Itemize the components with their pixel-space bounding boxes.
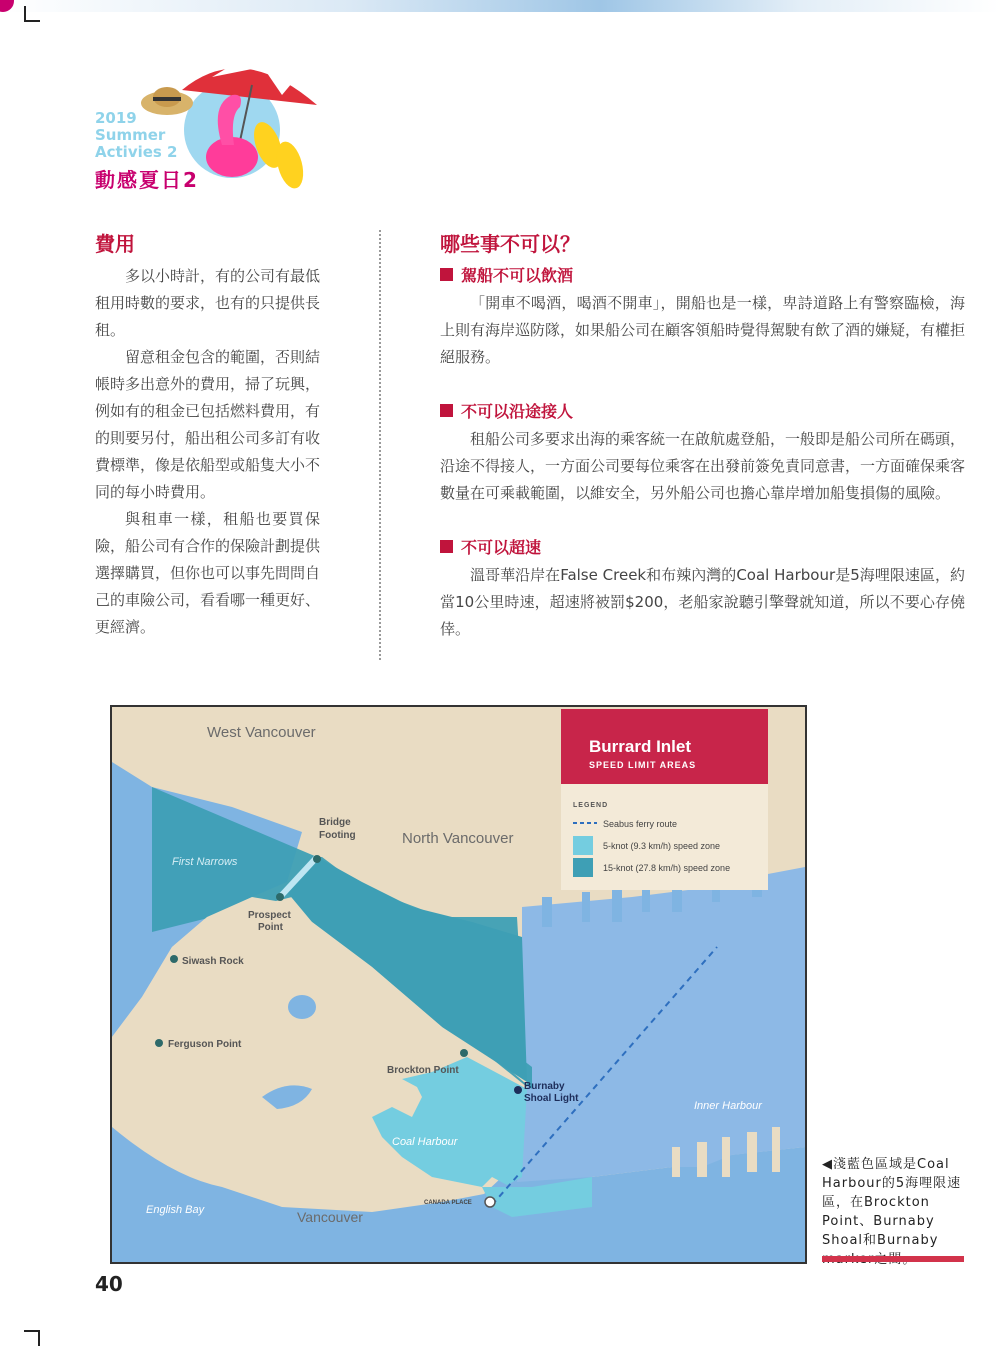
beaver-lake [288,995,316,1019]
label-burnaby-shoal-2: Shoal Light [524,1093,579,1104]
label-ferguson-point: Ferguson Point [168,1039,242,1050]
label-vancouver: Vancouver [297,1209,363,1225]
page-number: 40 [95,1272,123,1296]
square-bullet-icon [440,268,453,281]
square-bullet-icon [440,404,453,417]
inner-harbour-water [517,867,805,1182]
label-english-bay: English Bay [146,1204,205,1216]
label-bridge-footing-2: Footing [319,830,356,841]
crop-mark-bottom [24,1330,40,1346]
right-column [440,228,965,643]
logo-line2: Activies 2 [95,143,178,161]
fees-paragraph: 留意租金包含的範圍，否則結帳時多出意外的費用，掃了玩興，例如有的租金已包括燃料費用，有的則要另付，船出租公司多訂有收費標準，像是依船型或船隻大小不同的每小時費用。 [95,348,321,501]
legend-seabus-label: Seabus ferry route [603,819,678,829]
legend-15-knot-label: 15-knot (27.8 km/h) speed zone [603,863,731,873]
top-decorative-band [0,0,1000,12]
logo-line1: Summer [95,126,166,144]
rule-title: 不可以超速 [440,535,965,558]
donts-heading: 哪些事不可以？ [440,232,580,256]
label-burnaby-shoal-1: Burnaby [524,1081,565,1092]
label-prospect-point-1: Prospect [248,910,291,921]
logo-chinese-title: 動感夏日2 [95,168,199,192]
label-canada-place: CANADA PLACE [424,1200,472,1206]
map-title: Burrard Inlet [589,737,692,756]
prospect-point-marker [276,893,284,901]
label-bridge-footing-1: Bridge [319,817,351,828]
legend-15-knot-swatch [573,858,593,877]
legend-5-knot-swatch [573,836,593,855]
burrard-inlet-map [110,705,807,1264]
label-west-vancouver: West Vancouver [207,724,316,741]
legend-5-knot-label: 5-knot (9.3 km/h) speed zone [603,841,721,851]
logo-english-text [95,110,178,161]
square-bullet-icon [440,540,453,553]
map-caption: ◀淺藍色區域是Coal Harbour的5海哩限速區，在Brockton Point、Burnaby Shoal和Burnaby [822,1157,962,1248]
rule-title: 不可以沿途接人 [440,399,965,422]
crop-mark-top [24,6,40,22]
label-prospect-point-2: Point [258,922,283,933]
rule-text: 「開車不喝酒，喝酒不開車」，開船也是一樣，卑詩道路上有警察臨檢，海上則有海岸巡防隊，如果船公司在顧客領船時覺得駕駛有飲了酒的嫌疑，有權拒絕服務。 [440,294,966,366]
label-brockton-point: Brockton Point [387,1065,459,1076]
brockton-point-marker [460,1049,468,1057]
label-north-vancouver: North Vancouver [402,830,514,847]
left-column [95,228,320,641]
burnaby-shoal-marker [514,1086,522,1094]
bridge-footing-marker [313,855,321,863]
legend-heading: LEGEND [573,802,609,809]
rule-text: 租船公司多要求出海的乘客統一在啟航處登船，一般即是船公司所在碼頭，沿途不得接人，一方面公司要每位乘客在出發前簽免責同意書，一方面確保乘客數量在可乘載範圍，以維安全，另外船公司也擔心靠岸增加船隻損傷的風險。 [440,430,966,502]
ferguson-point-marker [155,1039,163,1047]
label-inner-harbour: Inner Harbour [694,1100,762,1112]
rule-title: 駕船不可以飲酒 [440,263,965,286]
siwash-rock-marker [170,955,178,963]
label-siwash-rock: Siwash Rock [182,956,244,967]
label-first-narrows: First Narrows [172,856,238,868]
map-svg [112,707,805,1262]
fees-paragraph: 與租車一樣，租船也要買保險，船公司有合作的保險計劃提供選擇購買，但你也可以事先問問自己的車險公司，看看哪一種更好、更經濟。 [95,510,321,636]
canada-place-marker [485,1197,495,1207]
column-divider [379,230,381,660]
caption-accent-bar [822,1256,964,1262]
label-coal-harbour: Coal Harbour [392,1136,458,1148]
map-subtitle: SPEED LIMIT AREAS [589,760,697,770]
fees-heading: 費用 [95,232,135,256]
fees-paragraph: 多以小時計，有的公司有最低租用時數的要求，也有的只提供長租。 [95,267,321,339]
logo-year: 2019 [95,109,137,127]
rule-text: 溫哥華沿岸在False Creek和布辣內灣的Coal Harbour是5海哩限速區，約當10公里時速，超速將被罰$200，老船家說聽引擎聲就知道，所以不要心存僥倖。 [440,566,965,638]
